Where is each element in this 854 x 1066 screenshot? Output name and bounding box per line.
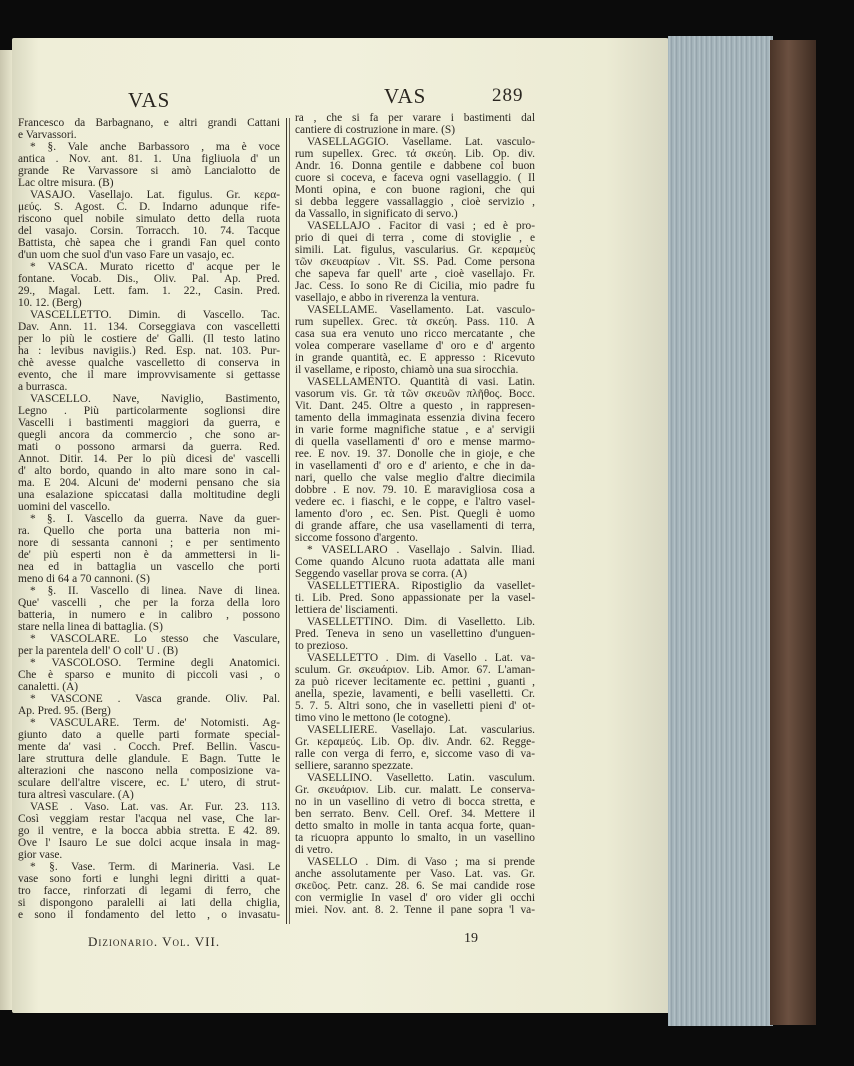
text-line: ta ricuopra appunto lo smalto, in un vasellino	[295, 832, 535, 844]
text-line: in varie forme magnifiche statue , e a' servigii	[295, 424, 535, 436]
text-line: ben serrato. Benv. Cell. Oref. 34. Mettere il	[295, 808, 535, 820]
text-line: Come quando Alcuno ruota adattata alle mani	[295, 556, 535, 568]
text-line: alterazioni che nascono nella composizione va-	[18, 765, 280, 777]
text-line: Pred. Teneva in seno un vasellettino d'unguen-	[295, 628, 535, 640]
text-line: * VASCOLOSO. Termine degli Anatomici.	[30, 657, 280, 669]
text-line: di vetro.	[295, 844, 333, 856]
text-line: mati o possono armarsi da guerra. Red.	[18, 441, 280, 453]
text-line: Lac oltre misura. (B)	[18, 177, 114, 189]
text-line: tamento della immaginata essenzia divina fecero	[295, 412, 535, 424]
text-line: Jac. Cess. Io sono Re di Cicilia, mio padre fu	[295, 280, 535, 292]
text-line: Vit. Dant. 245. Oltre a questo , in rappresen-	[295, 400, 535, 412]
text-line: VASAJO. Vasellajo. Lat. figulus. Gr. κερα-	[30, 189, 280, 201]
text-line: lamento d'oro , ec. Sen. Pist. Quegli è uomo	[295, 508, 535, 520]
text-line: si dispongono paralelli ai lati della chiglia,	[18, 897, 280, 909]
text-line: VASELLETTO . Dim. di Vasello . Lat. va-	[307, 652, 535, 664]
text-line: vedere ec. i fiaschi, e le coppe, e l'altro vasel-	[295, 496, 535, 508]
page-block-edges	[668, 36, 773, 1026]
text-line: VASELLIERE. Vasellajo. Lat. vascularius.	[307, 724, 535, 736]
dictionary-entry	[18, 657, 280, 693]
text-line: 29., Magal. Lett. fam. 1. 22., Casin. Pred.	[18, 285, 280, 297]
text-line: Ap. Pred. 95. (Berg)	[18, 705, 111, 717]
dictionary-entry	[295, 376, 535, 544]
text-line: VASELLETTINO. Dim. di Vaselletto. Lib.	[307, 616, 535, 628]
text-line: d' alto bordo, quando in alto mare sono in cal-	[18, 465, 280, 477]
text-line: cuore si coceva, e faceva ogni vasellaggio. ( Il	[295, 172, 535, 184]
text-line: Dav. Ann. 11. 134. Corseggiava con vascelletti	[18, 321, 280, 333]
text-line: con vermiglie In vasel d' oro vider gli occhi	[295, 892, 535, 904]
text-line: Andr. 16. Donna gentile e dabbene col buon	[295, 160, 535, 172]
dictionary-entry	[295, 220, 535, 304]
text-line: e Varvassori.	[18, 129, 77, 141]
text-line: mente da' vasi . Cocch. Pref. Bellin. Vascu-	[18, 741, 280, 753]
text-line: VASELLO . Dim. di Vaso ; ma si prende	[307, 856, 535, 868]
text-line: Così veggiam restar l'acqua nel vase, Che lar-	[18, 813, 280, 825]
text-line: tro facce, rinforzati di legami di ferro, che	[18, 885, 280, 897]
text-line: τῶν σκευαρίων . Vit. SS. Pad. Come persona	[295, 256, 535, 268]
dictionary-entry	[18, 189, 280, 261]
text-line: si debba leggere vassallaggio , cioè servizio ,	[295, 196, 535, 208]
text-line: ralle con verga di ferro, e, siccome vaso di va-	[295, 748, 535, 760]
dictionary-entry	[18, 393, 280, 513]
text-line: e sono il fondamento del letto , o invasatu-	[18, 909, 280, 921]
text-line: detto smalto in molle in tanta acqua forte, quan-	[295, 820, 535, 832]
dictionary-entry	[18, 141, 280, 189]
text-line: che sapeva far quell' arte , cioè vasellajo. Fr.	[295, 268, 535, 280]
text-line: canaletti. (A)	[18, 681, 79, 693]
text-line: Vascelli i bastimenti maggiori da guerra, e	[18, 417, 280, 429]
text-line: grande Re Varvassore si amò Lancialotto de	[18, 165, 280, 177]
text-line: sculum. Gr. σκευάριον. Lib. Amor. 67. L'aman-	[295, 664, 535, 676]
right-running-head: VAS	[384, 84, 427, 108]
text-line: dobbre . E nov. 79. 10. È maravigliosa cosa a	[295, 484, 535, 496]
text-line: * §. Vase. Term. di Marineria. Vasi. Le	[30, 861, 280, 873]
text-line: uomini del vascello.	[18, 501, 111, 513]
text-line: stare nella linea di battaglia. (S)	[18, 621, 163, 633]
dictionary-entry	[295, 304, 535, 376]
text-line: sculare dell'altre viscere, ec. L' utero, di strut-	[18, 777, 280, 789]
text-line: miei. Nov. ant. 8. 2. Tenne il pane sopra 'l va-	[295, 904, 535, 916]
text-line: casa sua era venuto uno ricco mercatante , che	[295, 328, 535, 340]
dictionary-entry	[18, 585, 280, 633]
text-line: rum supellex. Grec. τά σκεύη. Lib. Op. div.	[295, 148, 535, 160]
dictionary-entry	[18, 309, 280, 393]
text-line: d'un uom che suol d'un vaso Fare un vasajo, ec.	[18, 249, 235, 261]
text-line: Que' vascelli , che per la forza della loro	[18, 597, 280, 609]
text-line: Annot. Ditir. 14. Per lo più dicesi de' vascelli	[18, 453, 280, 465]
text-line: di quella vasellamenti d' oro e mense marmo-	[295, 436, 535, 448]
text-line: per la parentela dell' O coll' U . (B)	[18, 645, 179, 657]
text-line: Francesco da Barbagnano, e altri grandi Cattani	[18, 117, 280, 129]
text-line: de' più esperti non è da ammettersi in li-	[18, 549, 280, 561]
text-line: * VASCOLARE. Lo stesso che Vasculare,	[30, 633, 280, 645]
text-line: ra , che si fa per varare i bastimenti dal	[295, 112, 535, 124]
left-running-head: VAS	[128, 88, 171, 112]
text-line: Seggendo vasellar prova se corra. (A)	[295, 568, 468, 580]
text-line: riscono quel nobile simulato detto della ruota	[18, 213, 280, 225]
text-line: za può ricever lecitamente ec. pettini , guanti ,	[295, 676, 535, 688]
text-line: prio di quei di terra , come di stoviglie , e	[295, 232, 535, 244]
text-line: VASELLAJO . Facitor di vasi ; ed è pro-	[307, 220, 535, 232]
text-line: meno di 64 a 70 cannoni. (S)	[18, 573, 150, 585]
text-line: no in un vasellino di vetro di bocca stretta, e	[295, 796, 535, 808]
dictionary-entry	[18, 861, 280, 921]
dictionary-entry	[18, 801, 280, 861]
dictionary-entry	[295, 772, 535, 856]
dictionary-entry	[18, 717, 280, 801]
text-line: to prezioso.	[295, 640, 349, 652]
dictionary-entry	[295, 652, 535, 724]
text-line: ree. E nov. 19. 37. Donolle che in gioje, e che	[295, 448, 535, 460]
text-line: Monti opina, e con buone ragioni, che qui	[295, 184, 535, 196]
text-line: gior vase.	[18, 849, 63, 861]
text-line: cantiere di costruzione in mare. (S)	[295, 124, 456, 136]
text-line: vasorum vis. Gr. τὰ τῶν σκευῶν πλῆθος. Bocc.	[295, 388, 535, 400]
text-line: vase sono forti e lunghi legni diritti a quat-	[18, 873, 280, 885]
dictionary-entry	[295, 616, 535, 652]
text-line: VASCELLO. Nave, Naviglio, Bastimento,	[30, 393, 280, 405]
text-line: del vasajo. Corsin. Torracch. 10. 74. Tacque	[18, 225, 280, 237]
right-column	[295, 112, 535, 916]
signature-mark: Dizionario. Vol. VII.	[88, 934, 221, 949]
text-line: Che è sparso e munito di piccoli vasi , o	[18, 669, 280, 681]
text-line: evento, che il mare improvvisamente si gettasse	[18, 369, 280, 381]
text-line: Battista, chè sapea che i grandi Fan quel conto	[18, 237, 280, 249]
dictionary-entry	[295, 724, 535, 772]
text-line: ti. Lib. Pred. Sono appassionate per la vasel-	[295, 592, 535, 604]
text-line: VASELLINO. Vaselletto. Latin. vasculum.	[307, 772, 535, 784]
text-line: da Vassallo, in significato di servo.)	[295, 208, 458, 220]
text-line: rum supellex. Grec. τὰ σκεύη. Pass. 110. A	[295, 316, 535, 328]
text-line: VASELLAME. Vasellamento. Lat. vasculo-	[307, 304, 535, 316]
text-line: volea comperare vasellame d' oro e d' argento	[295, 340, 535, 352]
text-line: Legno . Più particolarmente soglionsi dire	[18, 405, 280, 417]
text-line: VASELLAGGIO. Vasellame. Lat. vasculo-	[307, 136, 535, 148]
text-line: ma. E 204. Alcuni de' moderni pensano che sia	[18, 477, 280, 489]
text-line: * VASELLARO . Vasellajo . Salvin. Iliad.	[307, 544, 535, 556]
text-line: * VASCA. Murato ricetto d' acque per le	[30, 261, 280, 273]
text-line: antica . Nov. ant. 81. 1. Una figliuola d' un	[18, 153, 280, 165]
text-line: ha : levibus navigiis.) Red. Esp. nat. 103. Pur-	[18, 345, 280, 357]
text-line: VASE . Vaso. Lat. vas. Ar. Fur. 23. 113.	[30, 801, 280, 813]
text-line: per lo più le costiere de' Galli. (Il testo latino	[18, 333, 280, 345]
text-line: di grande affare, che usa vasellamenti di terra,	[295, 520, 535, 532]
column-rule-inner	[289, 118, 290, 924]
facing-page-edge	[0, 50, 12, 1010]
text-line: VASELLAMENTO. Quantità di vasi. Latin.	[307, 376, 535, 388]
dictionary-entry	[18, 633, 280, 657]
text-line: * VASCONE . Vasca grande. Oliv. Pal.	[30, 693, 280, 705]
text-line: quegli ancora da commercio , che sono ar-	[18, 429, 280, 441]
text-line: in vasellamenti d' oro e d' ariento, e che in da-	[295, 460, 535, 472]
dictionary-entry	[295, 856, 535, 916]
dictionary-entry	[18, 693, 280, 717]
dictionary-entry	[295, 544, 535, 580]
text-line: VASELLETTIERA. Ripostiglio da vasellet-	[307, 580, 535, 592]
text-line: * §. Vale anche Barbassoro , ma è voce	[30, 141, 280, 153]
column-rule	[286, 118, 287, 924]
text-line: batteria, in numero e in calibro , possono	[18, 609, 280, 621]
text-line: VASCELLETTO. Dimin. di Vascello. Tac.	[30, 309, 280, 321]
text-line: Gr. σκευάριον. Lib. cur. malatt. Le conserva-	[295, 784, 535, 796]
text-line: fontane. Vocab. Dis., Oliv. Pal. Ap. Pred.	[18, 273, 280, 285]
text-line: lettiera de' lisciamenti.	[295, 604, 398, 616]
text-line: giunto dato a quelle parti formate special-	[18, 729, 280, 741]
text-line: selliere, saranno spezzate.	[295, 760, 414, 772]
text-line: Gr. κεραμεύς. Lib. Op. div. Andr. 62. Regge-	[295, 736, 535, 748]
text-line: ra. Quello che porta una batteria non mi-	[18, 525, 280, 537]
text-line: vasellajo, e abbo in riverenza la ventura.	[295, 292, 480, 304]
text-line: nea ed in battaglia un vascello che porti	[18, 561, 280, 573]
text-line: 5. 7. 5. Altri sono, che in vaselletti pieni d' ot-	[295, 700, 535, 712]
dictionary-entry	[18, 117, 280, 141]
text-line: μεύς. S. Agost. C. D. Indarno adunque rife-	[18, 201, 280, 213]
text-line: simili. Lat. figulus, vascularius. Gr. κεραμεὺς	[295, 244, 535, 256]
text-line: lare struttura delle glandule. E Bagn. Tutte le	[18, 753, 280, 765]
text-line: nore di sessanta cannoni ; e per sentimento	[18, 537, 280, 549]
text-line: go il ventre, e la bocca abbia stretta. E 42. 89.	[18, 825, 280, 837]
dictionary-entry	[295, 136, 535, 220]
text-line: σκεῦος. Petr. canz. 28. 6. Se mai candide rose	[295, 880, 535, 892]
text-line: il vasellame, e riposto, chiamò una sua sirocchia.	[295, 364, 519, 376]
sheet-number: 19	[464, 931, 478, 946]
page-number: 289	[492, 85, 524, 106]
dictionary-entry	[295, 580, 535, 616]
dictionary-entry	[18, 513, 280, 585]
text-line: timo vino le mettono (le cotogne).	[295, 712, 451, 724]
text-line: * VASCULARE. Term. de' Notomisti. Ag-	[30, 717, 280, 729]
text-line: 10. 12. (Berg)	[18, 297, 82, 309]
text-line: siccome fossono d'argento.	[295, 532, 418, 544]
text-line: anche assolutamente per Vaso. Lat. vas. Gr.	[295, 868, 535, 880]
text-line: una esalazione spiccatasi dalla moltitudine degli	[18, 489, 280, 501]
dictionary-entry	[18, 261, 280, 309]
text-line: chè avesse qualche vascelletto di conserva in	[18, 357, 280, 369]
text-line: Ove l' Isauro Le sue dolci acque insala in mag-	[18, 837, 280, 849]
dictionary-entry	[295, 112, 535, 136]
book-cover-edge	[770, 40, 816, 1025]
text-line: nari, quello che valse meglio d'altre diecimila	[295, 472, 535, 484]
text-line: * §. II. Vascello di linea. Nave di linea.	[30, 585, 280, 597]
text-line: in grande quantità, ec. E appresso : Ricevuto	[295, 352, 535, 364]
text-line: a burrasca.	[18, 381, 68, 393]
text-line: * §. I. Vascello da guerra. Nave da guer-	[30, 513, 280, 525]
left-column	[18, 117, 280, 921]
text-line: anella, spezie, lavamenti, e belli vaselletti. Cr.	[295, 688, 535, 700]
text-line: tura altresì vasculare. (A)	[18, 789, 134, 801]
